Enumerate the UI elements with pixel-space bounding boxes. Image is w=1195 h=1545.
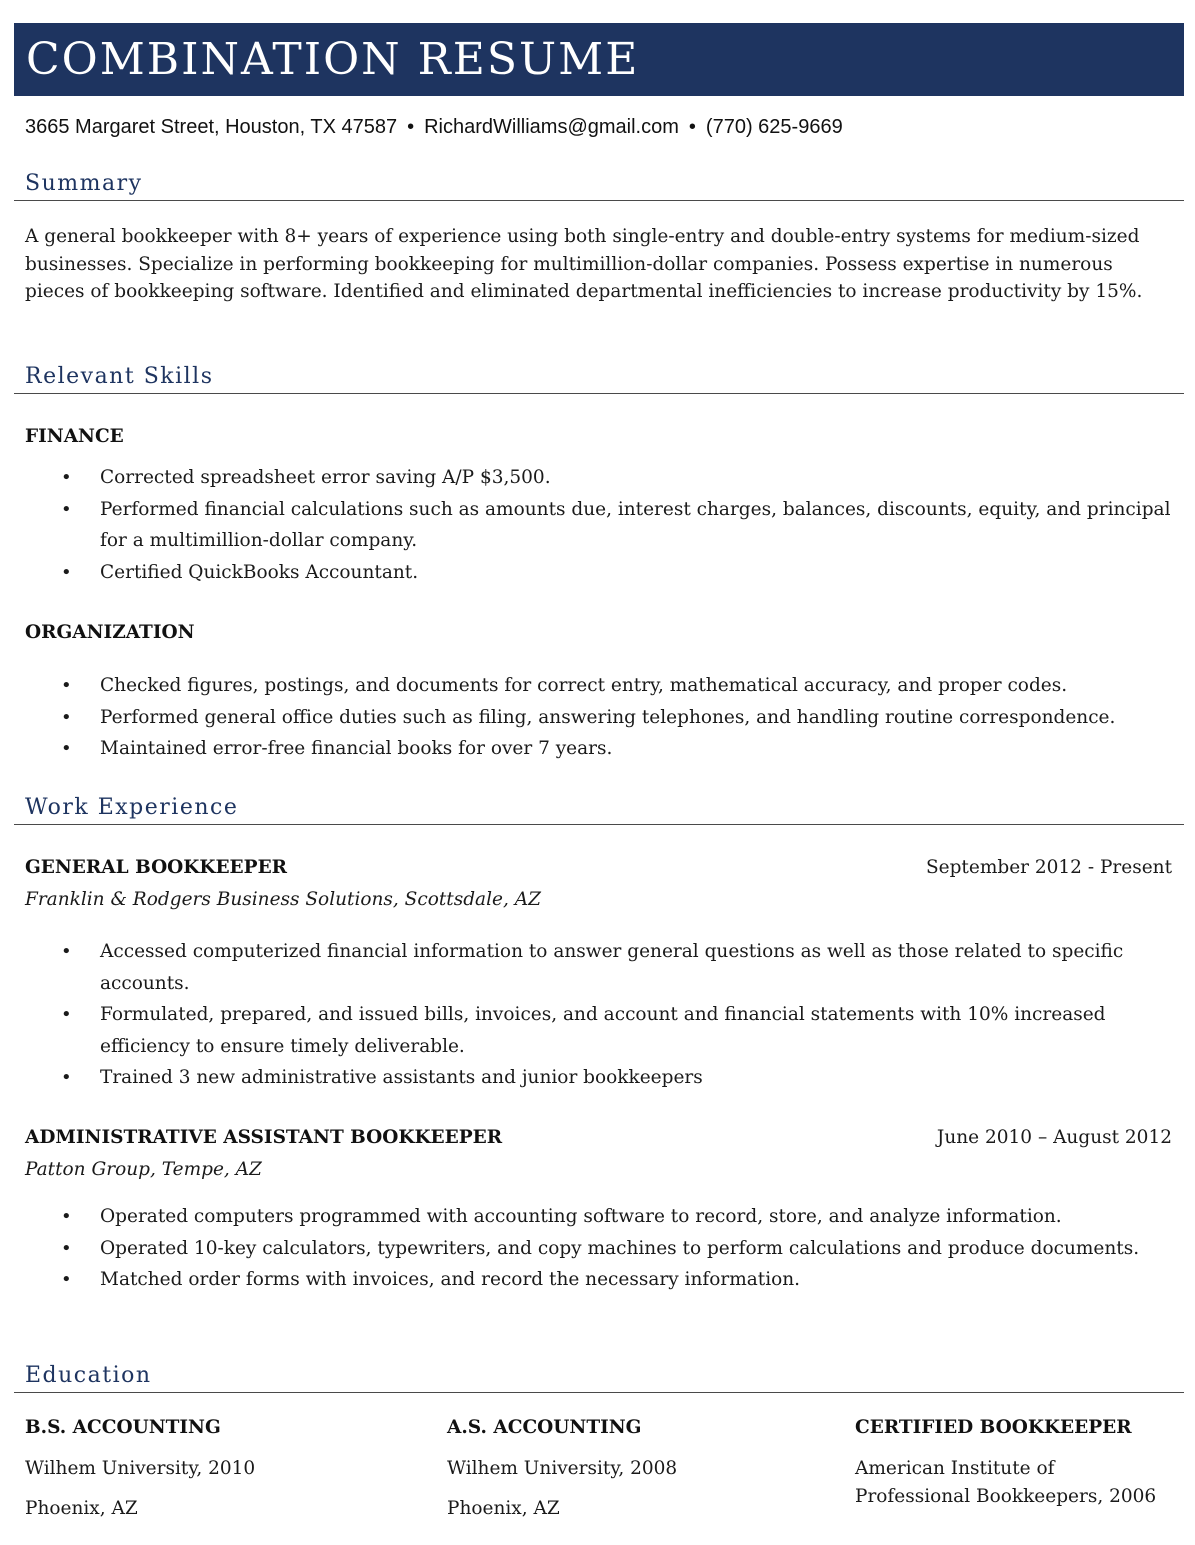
list-item: • Performed financial calculations such as amounts due, interest charges, balances, discounts, equity, and principal for a multimillion-dollar company. bbox=[25, 494, 1175, 557]
contact-address: 3665 Margaret Street, Houston, TX 47587 bbox=[25, 116, 398, 138]
skill-list-organization bbox=[25, 670, 1175, 765]
education-school: Wilhem University, 2010 bbox=[25, 1458, 256, 1479]
summary-heading-text: Summary bbox=[25, 171, 143, 196]
skills-heading bbox=[14, 359, 1184, 394]
contact-email: RichardWilliams@gmail.com bbox=[424, 116, 679, 138]
skill-group-title: FINANCE bbox=[25, 426, 124, 447]
education-heading-text: Education bbox=[25, 1363, 152, 1388]
list-item: • Trained 3 new administrative assistants and junior bookkeepers bbox=[25, 1062, 1175, 1094]
education-heading bbox=[14, 1358, 1184, 1393]
job-dates: June 2010 – August 2012 bbox=[936, 1127, 1172, 1148]
list-item: • Operated computers programmed with accounting software to record, store, and analyze information. bbox=[25, 1201, 1175, 1233]
contact-separator: • bbox=[407, 116, 415, 138]
job-title: ADMINISTRATIVE ASSISTANT BOOKKEEPER bbox=[25, 1127, 503, 1148]
experience-heading bbox=[14, 790, 1184, 825]
job-dates: September 2012 - Present bbox=[925, 857, 1172, 878]
list-item: • Performed general office duties such as filing, answering telephones, and handling routine correspondence. bbox=[25, 702, 1175, 734]
education-location: Phoenix, AZ bbox=[25, 1497, 138, 1519]
education-degree: A.S. ACCOUNTING bbox=[447, 1417, 642, 1438]
summary-text: A general bookkeeper with 8+ years of experience using both single-entry and double-entry systems for medium-sized businesses. Specialize in performing bookkeeping for multimillion-dollar companies. Possess expertise in numerous pieces of bookkeeping software. Identified and eliminated departmental inefficiencies to increase productivity by 15%. bbox=[25, 226, 1143, 302]
education-entry bbox=[447, 1415, 777, 1522]
job-duties-list bbox=[25, 1201, 1175, 1296]
resume-title: COMBINATION RESUME bbox=[26, 34, 640, 85]
contact-phone: (770) 625-9669 bbox=[705, 116, 843, 138]
education-location: Phoenix, AZ bbox=[447, 1497, 560, 1519]
contact-line bbox=[25, 114, 843, 140]
header-band bbox=[14, 23, 1184, 96]
skill-group-title: ORGANIZATION bbox=[25, 622, 195, 643]
education-school: Wilhem University, 2008 bbox=[447, 1458, 678, 1479]
list-item: • Operated 10-key calculators, typewriters, and copy machines to perform calculations and produce documents. bbox=[25, 1233, 1175, 1265]
list-item: • Maintained error-free financial books for over 7 years. bbox=[25, 733, 1175, 765]
education-degree: CERTIFIED BOOKKEEPER bbox=[855, 1417, 1132, 1438]
summary-heading bbox=[14, 166, 1184, 201]
list-item: • Checked figures, postings, and documents for correct entry, mathematical accuracy, and proper codes. bbox=[25, 670, 1175, 702]
experience-heading-text: Work Experience bbox=[25, 795, 239, 820]
job-company: Franklin & Rodgers Business Solutions, Scottsdale, AZ bbox=[25, 889, 541, 910]
education-entry bbox=[855, 1415, 1175, 1510]
job-company: Patton Group, Tempe, AZ bbox=[25, 1159, 262, 1180]
job-duties-list bbox=[25, 936, 1175, 1094]
education-school: American Institute of Professional Bookkeepers, 2006 bbox=[855, 1458, 1157, 1507]
education-degree: B.S. ACCOUNTING bbox=[25, 1417, 221, 1438]
list-item: • Certified QuickBooks Accountant. bbox=[25, 557, 1175, 589]
skill-list-finance bbox=[25, 462, 1175, 588]
list-item: • Corrected spreadsheet error saving A/P $3,500. bbox=[25, 462, 1175, 494]
list-item: • Formulated, prepared, and issued bills, invoices, and account and financial statements with 10% increased efficiency to ensure timely deliverable. bbox=[25, 999, 1175, 1062]
skills-heading-text: Relevant Skills bbox=[25, 364, 214, 389]
job-title: GENERAL BOOKKEEPER bbox=[25, 857, 288, 878]
contact-separator: • bbox=[688, 116, 696, 138]
list-item: • Matched order forms with invoices, and record the necessary information. bbox=[25, 1264, 1175, 1296]
list-item: • Accessed computerized financial information to answer general questions as well as those related to specific accounts. bbox=[25, 936, 1175, 999]
education-entry bbox=[25, 1415, 355, 1522]
